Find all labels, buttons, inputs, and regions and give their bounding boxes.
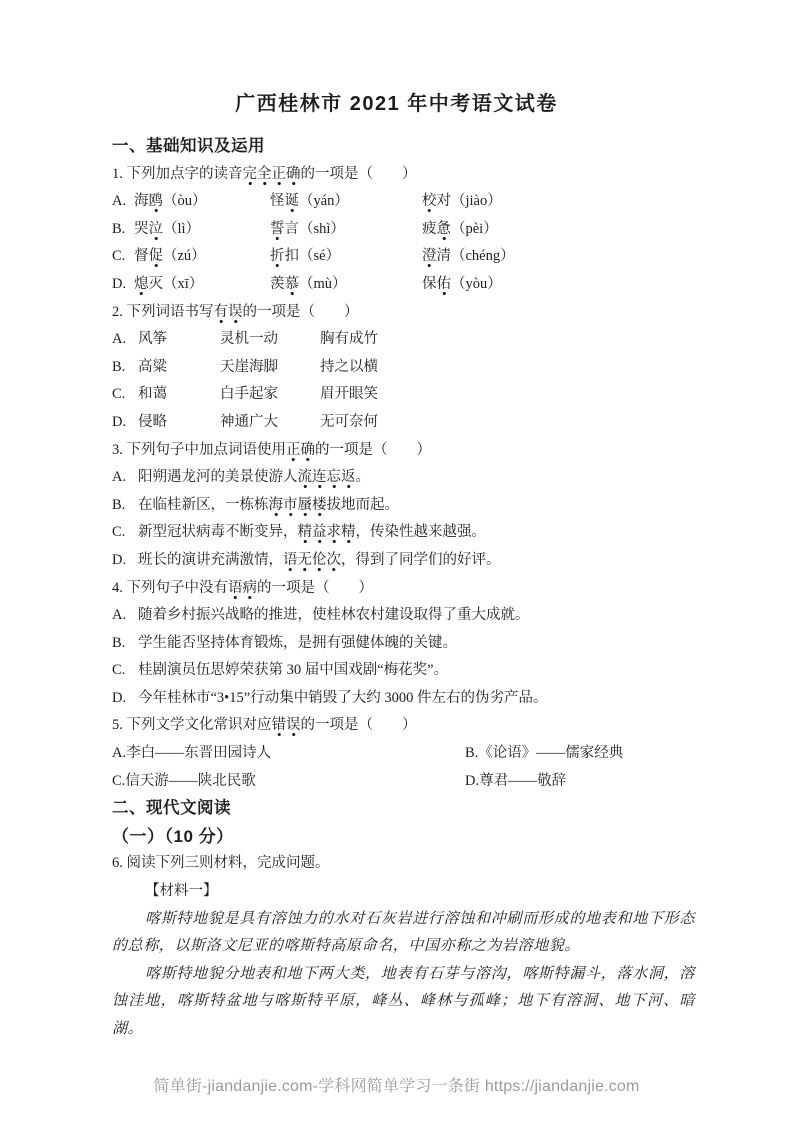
option-text <box>138 657 695 685</box>
text-run: 桂剧演员伍思婷荣获第 30 届中国戏剧“梅花奖”。 <box>138 662 449 679</box>
text-run: （zú） <box>163 248 206 265</box>
option-text <box>126 740 465 768</box>
text-run: 的一项是（ ） <box>300 717 417 734</box>
subsection-heading <box>112 823 695 851</box>
text-run: 【材料一】 <box>145 883 218 900</box>
option-text <box>138 685 695 713</box>
option-label: D. <box>465 772 480 789</box>
option-group <box>112 326 695 436</box>
option-item <box>138 326 220 354</box>
option-label: A. <box>112 607 127 624</box>
emphasized-text: 正确 <box>286 442 315 462</box>
option-label: B. <box>112 358 126 375</box>
option-label: B. <box>465 745 479 762</box>
question-stem <box>112 712 695 740</box>
option-row <box>112 657 695 685</box>
text-run: （yán） <box>299 193 349 210</box>
text-run: ，得到了同学们的好评。 <box>341 551 501 568</box>
option-cell <box>112 740 465 768</box>
text-run: 疲 <box>422 220 437 237</box>
exam-content <box>112 133 695 1044</box>
page-title: 广西桂林市 2021 年中考语文试卷 <box>235 93 558 115</box>
option-item <box>134 271 270 299</box>
emphasized-text: 精益求精 <box>298 524 356 544</box>
emphasized-text: 有误 <box>214 304 243 324</box>
question-stem <box>112 575 695 603</box>
text-run: 在临桂新区，一栋栋 <box>138 496 269 513</box>
option-row <box>112 740 695 768</box>
text-run: 眉开眼笑 <box>320 386 378 403</box>
option-label: A. <box>112 331 127 348</box>
option-item <box>422 271 502 299</box>
option-label: A. <box>112 745 127 762</box>
emphasized-text: 流连忘返 <box>298 469 356 489</box>
text-run: 清（chéng） <box>436 248 515 265</box>
option-item <box>138 354 220 382</box>
option-label: C. <box>112 662 126 679</box>
text-run: 白手起家 <box>220 386 278 403</box>
emphasized-text: 完全正确 <box>243 166 301 186</box>
text-run: （mù） <box>299 275 347 292</box>
text-run: 督 <box>134 248 149 265</box>
emphasized-text: 错误 <box>272 717 301 737</box>
option-text <box>478 740 695 768</box>
option-cell <box>112 768 465 796</box>
text-run: 风筝 <box>138 331 167 348</box>
text-run: 灵机一动 <box>220 331 278 348</box>
option-text <box>138 519 695 547</box>
option-row <box>112 271 695 299</box>
question-stem <box>112 299 695 327</box>
option-label: C. <box>112 524 126 541</box>
text-run: （一）（10 分） <box>112 826 234 846</box>
option-item <box>320 409 378 437</box>
option-row <box>112 326 695 354</box>
option-text <box>479 768 695 796</box>
option-item <box>220 409 320 437</box>
text-run: 天崖海脚 <box>220 358 278 375</box>
option-item <box>320 326 378 354</box>
emphasized-text: 熄 <box>134 276 149 296</box>
option-item <box>422 188 502 216</box>
option-row <box>112 547 695 575</box>
option-text <box>138 602 695 630</box>
option-label: B. <box>112 496 126 513</box>
text-run: 和蔼 <box>138 386 167 403</box>
text-run: 一、基础知识及运用 <box>112 137 265 155</box>
option-cell <box>465 740 695 768</box>
option-row <box>112 492 695 520</box>
text-run: 李白——东晋田园诗人 <box>126 745 272 762</box>
text-run: 4. 下列句子中没有 <box>112 579 228 596</box>
option-label: D. <box>112 275 127 292</box>
material-paragraph <box>112 906 695 961</box>
text-run: 6. 阅读下列三则材料，完成问题。 <box>112 855 330 872</box>
material-label <box>112 878 695 906</box>
option-text <box>138 547 695 575</box>
text-run: 的一项是（ ） <box>300 165 417 182</box>
text-run: 随着乡村振兴战略的推进，使桂林农村建设取得了重大成就。 <box>138 607 530 624</box>
question-stem <box>112 161 695 189</box>
text-run: 喀斯特地貌分地表和地下两大类，地表有石芽与溶沟，喀斯特漏斗，落水洞，溶蚀洼地，喀斯特盆地与喀斯特平原，峰丛、峰林与孤峰；地下有溶洞、地下河、暗湖。 <box>112 965 695 1037</box>
option-text <box>138 630 695 658</box>
option-item <box>138 381 220 409</box>
text-run: 神通广大 <box>220 413 278 430</box>
option-row <box>112 602 695 630</box>
option-row <box>112 768 695 796</box>
material-paragraph <box>112 961 695 1044</box>
option-text <box>125 768 465 796</box>
option-item <box>320 381 378 409</box>
emphasized-text: 诞 <box>285 193 300 213</box>
emphasized-text: 语病 <box>228 580 257 600</box>
text-run: 哭 <box>134 220 149 237</box>
text-run: 言（shì） <box>284 220 345 237</box>
emphasized-text: 誓 <box>270 221 285 241</box>
emphasized-text: 鸥 <box>149 193 164 213</box>
option-label: B. <box>112 220 126 237</box>
text-run: 海 <box>134 193 149 210</box>
text-run: 1. 下列加点字的读音 <box>112 165 243 182</box>
emphasized-text: 折 <box>270 248 285 268</box>
option-row <box>112 216 695 244</box>
option-label: C. <box>112 386 126 403</box>
option-row <box>112 243 695 271</box>
option-item <box>422 243 515 271</box>
option-row <box>112 409 695 437</box>
option-item <box>320 354 378 382</box>
text-run: 的一项是（ ） <box>242 303 359 320</box>
text-run: 喀斯特地貌是具有溶蚀力的水对石灰岩进行溶蚀和冲刷而形成的地表和地下形态的总称，以斯洛文尼亚的喀斯特高原命名，中国亦称之为岩溶地貌。 <box>112 910 695 955</box>
option-item <box>138 409 220 437</box>
section-heading <box>112 795 695 823</box>
option-label: D. <box>112 551 127 568</box>
emphasized-text: 泣 <box>149 221 164 241</box>
option-label: B. <box>112 634 126 651</box>
option-item <box>270 271 422 299</box>
text-run: 5. 下列文学文化常识对应 <box>112 717 272 734</box>
text-run: 对（jiào） <box>436 193 502 210</box>
question-stem <box>112 850 695 878</box>
text-run: （pèi） <box>451 220 498 237</box>
text-run: 怪 <box>270 193 285 210</box>
option-label: D. <box>112 413 127 430</box>
option-row <box>112 685 695 713</box>
text-run: 新型冠状病毒不断变异， <box>138 524 298 541</box>
question-stem <box>112 437 695 465</box>
emphasized-text: 促 <box>149 248 164 268</box>
option-item <box>134 216 270 244</box>
option-row <box>112 464 695 492</box>
text-run: 保 <box>422 275 437 292</box>
option-row <box>112 354 695 382</box>
text-run: （yòu） <box>451 275 502 292</box>
option-label: C. <box>112 248 126 265</box>
option-row <box>112 188 695 216</box>
text-run: 高粱 <box>138 358 167 375</box>
text-run: 的一项是（ ） <box>315 441 431 458</box>
emphasized-text: 校 <box>422 193 437 213</box>
text-run: 学生能否坚持体育锻炼，是拥有强健体魄的关键。 <box>138 634 457 651</box>
text-run: 灭（xī） <box>148 275 204 292</box>
text-run: 。 <box>355 469 370 486</box>
text-run: 班长的演讲充满激情， <box>138 551 283 568</box>
option-item <box>220 326 320 354</box>
emphasized-text: 惫 <box>437 221 452 241</box>
text-run: 尊君——敬辞 <box>479 772 567 789</box>
text-run: 阳朔遇龙河的美景使游人 <box>138 469 298 486</box>
text-run: 胸有成竹 <box>320 331 378 348</box>
option-item <box>220 381 320 409</box>
option-group <box>112 740 695 795</box>
option-text <box>138 464 695 492</box>
option-row <box>112 630 695 658</box>
option-row <box>112 381 695 409</box>
option-row <box>112 519 695 547</box>
option-item <box>220 354 320 382</box>
text-run: 2. 下列词语书写 <box>112 303 214 320</box>
text-run: 羡 <box>270 275 285 292</box>
text-run: 《论语》——儒家经典 <box>478 745 624 762</box>
option-group <box>112 464 695 574</box>
text-run: 无可奈何 <box>320 413 378 430</box>
text-run: 二、现代文阅读 <box>112 799 231 818</box>
footer-watermark: 简单街-jiandanjie.com-学科网简单学习一条街 https://jiandanjie.com <box>153 1078 640 1095</box>
text-run: ，传染性越来越强。 <box>355 524 486 541</box>
text-run: 扣（sé） <box>284 248 341 265</box>
option-item <box>134 188 270 216</box>
option-item <box>270 188 422 216</box>
option-label: C. <box>112 772 126 789</box>
option-item <box>270 243 422 271</box>
text-run: （lì） <box>163 220 201 237</box>
text-run: 的一项是（ ） <box>257 579 373 596</box>
option-label: A. <box>112 469 127 486</box>
option-group <box>112 602 695 712</box>
option-cell <box>465 768 695 796</box>
option-item <box>270 216 422 244</box>
option-group <box>112 188 695 298</box>
emphasized-text: 澄 <box>422 248 437 268</box>
emphasized-text: 海市蜃楼 <box>269 497 327 517</box>
option-text <box>138 492 695 520</box>
emphasized-text: 佑 <box>437 276 452 296</box>
option-label: D. <box>112 689 127 706</box>
emphasized-text: 慕 <box>285 276 300 296</box>
section-heading <box>112 133 695 161</box>
emphasized-text: 语无伦次 <box>283 552 341 572</box>
text-run: 持之以横 <box>320 358 378 375</box>
text-run: 今年桂林市“3•15”行动集中销毁了大约 3000 件左右的伪劣产品。 <box>138 689 548 706</box>
text-run: 拔地而起。 <box>326 496 399 513</box>
text-run: 信天游——陕北民歌 <box>125 772 256 789</box>
text-run: 侵略 <box>138 413 167 430</box>
option-item <box>422 216 498 244</box>
text-run: 3. 下列句子中加点词语使用 <box>112 441 286 458</box>
option-label: A. <box>112 193 127 210</box>
text-run: （òu） <box>163 193 207 210</box>
option-item <box>134 243 270 271</box>
